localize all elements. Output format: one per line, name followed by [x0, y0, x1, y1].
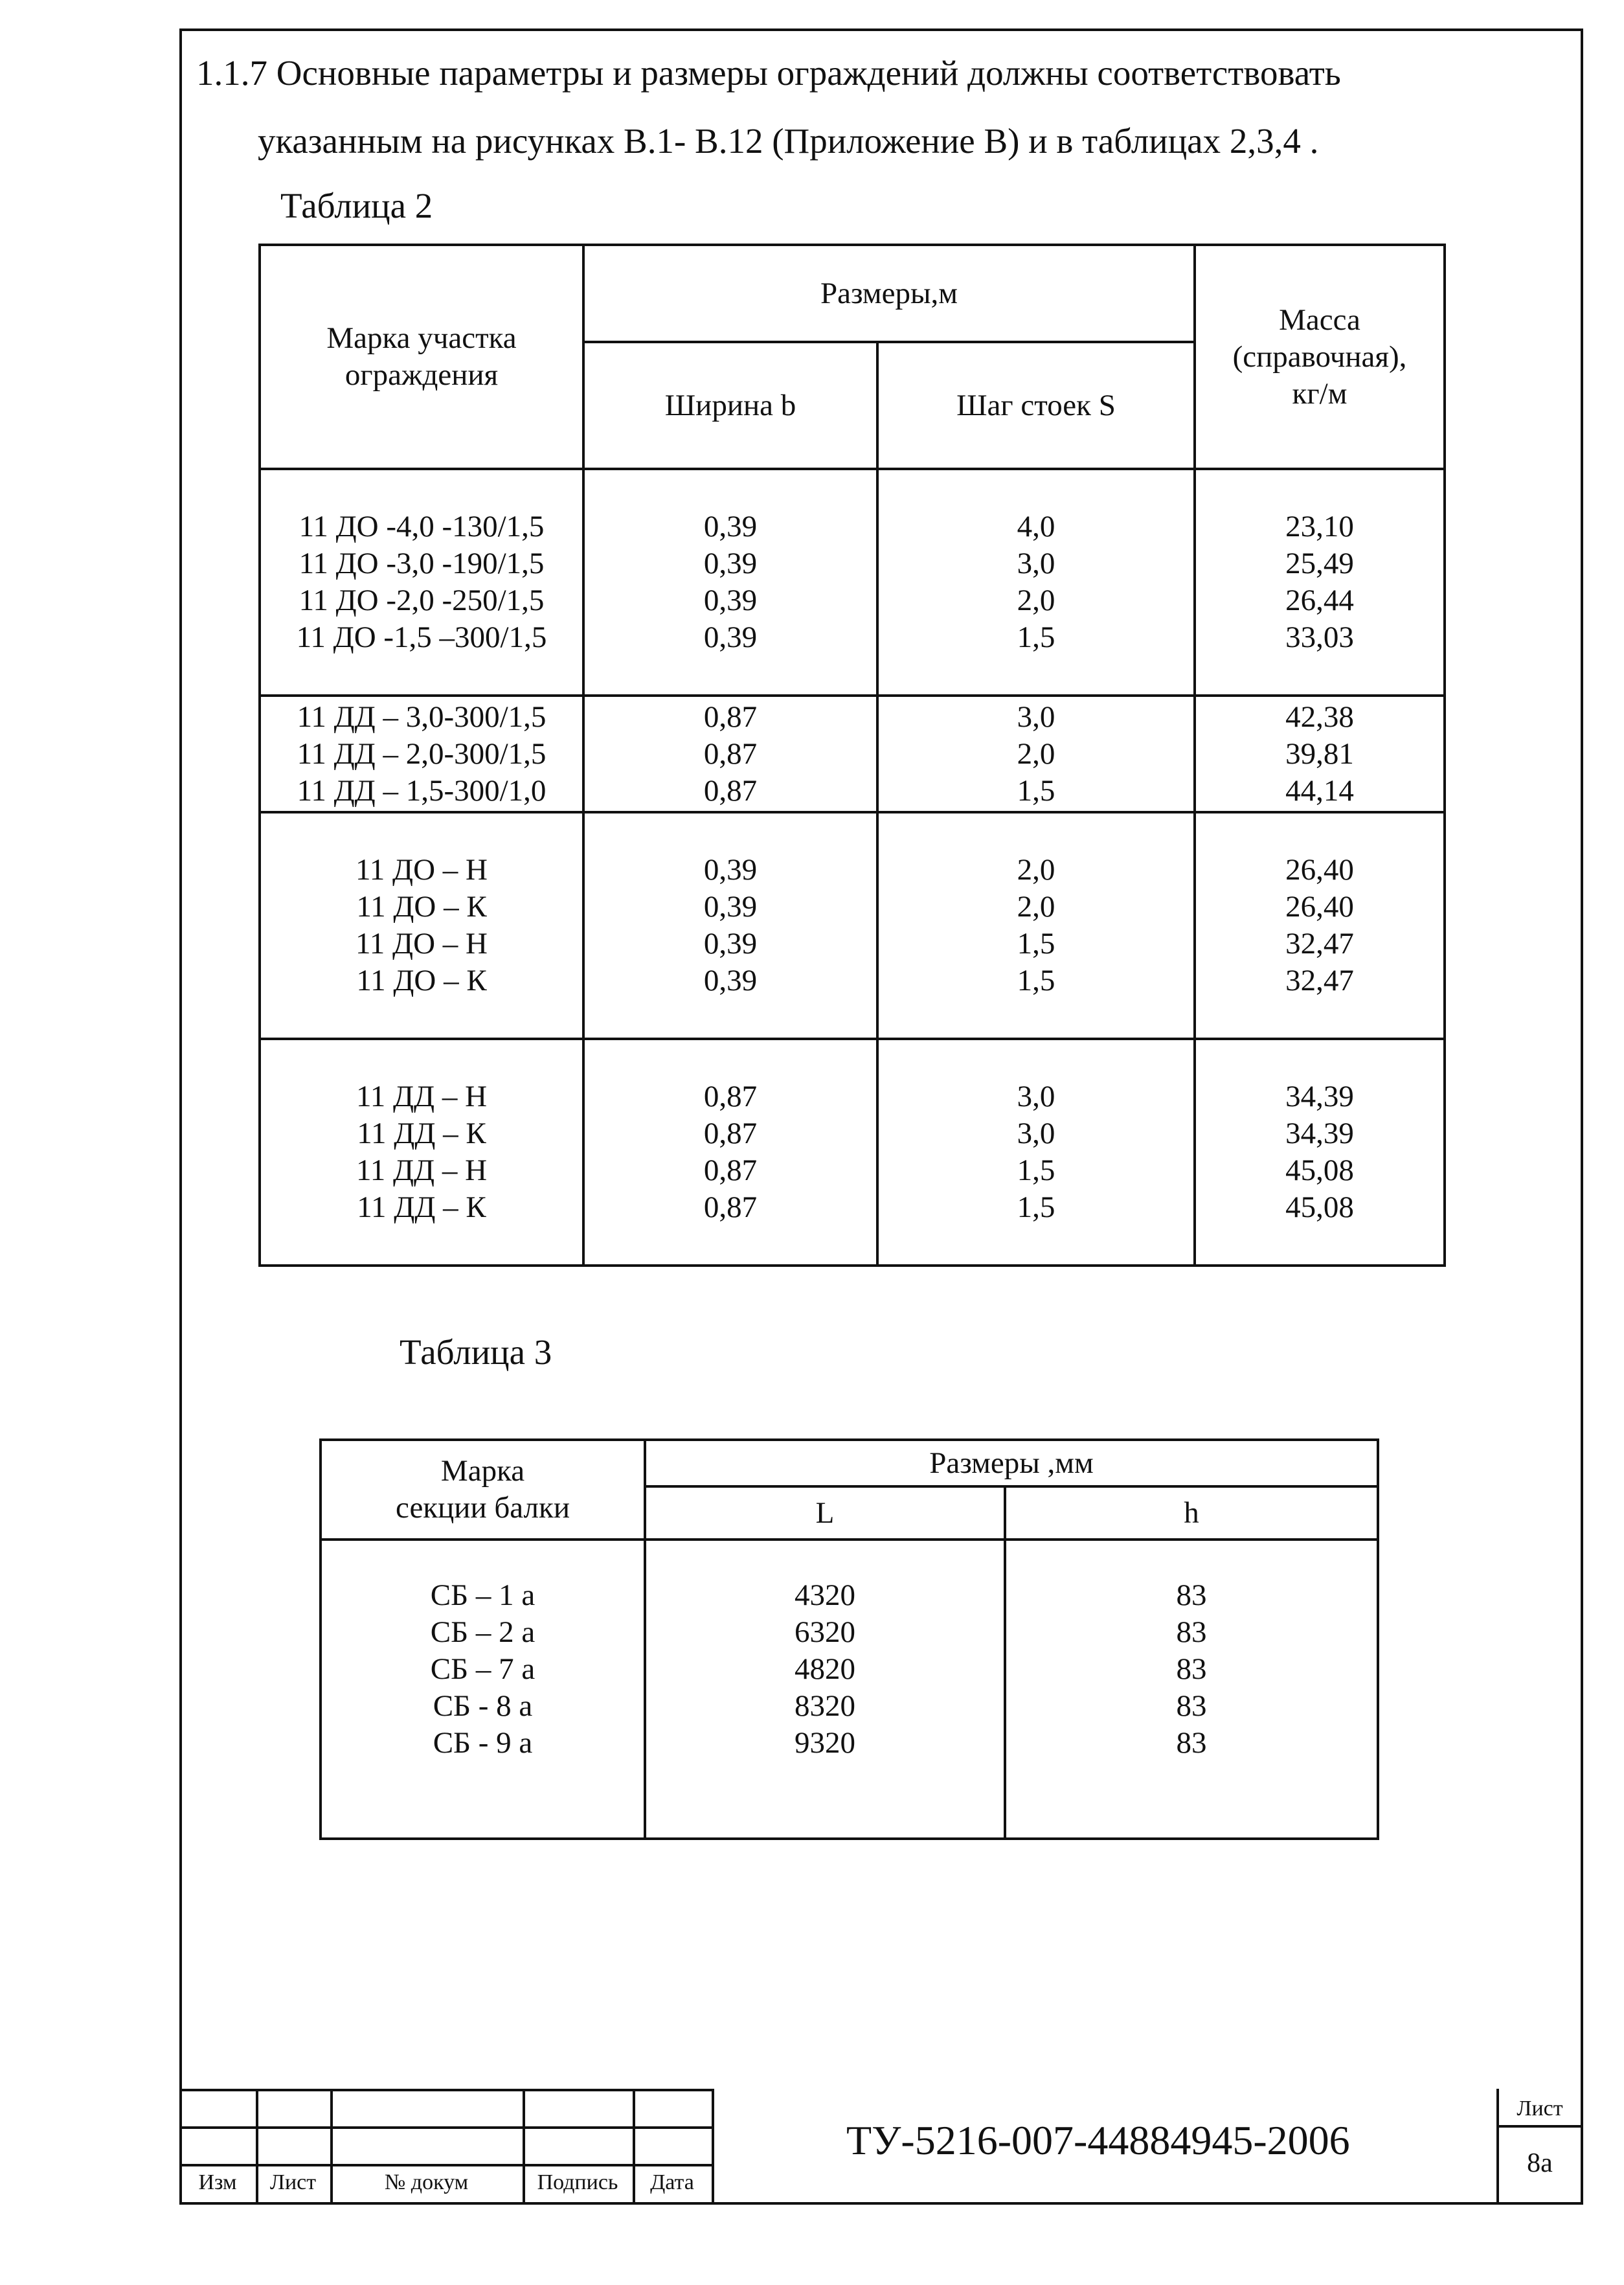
table2-cell-step — [877, 696, 1195, 812]
table3-row-group — [321, 1540, 1378, 1839]
title-block — [179, 2089, 1583, 2205]
table2-row-group — [260, 696, 1445, 812]
stamp-label-izm: Изм — [198, 2170, 237, 2194]
table2-value: 1,5 — [1017, 773, 1055, 808]
table2-value: 11 ДО – Н — [355, 927, 488, 961]
table2-value: 0,39 — [703, 547, 758, 580]
table2-value: 11 ДД – 3,0-300/1,5 — [297, 699, 547, 734]
table3-value: 83 — [1176, 1615, 1207, 1649]
table2-cell-mark — [260, 812, 583, 1039]
intro-line-1: 1.1.7 Основные параметры и размеры ограждений должны соответствовать — [196, 53, 1341, 93]
table2-cell-step — [877, 1039, 1195, 1266]
table3-value: СБ - 9 а — [433, 1726, 533, 1760]
table2-cell-step — [877, 469, 1195, 696]
table2-cell-width — [583, 696, 877, 812]
table2-value: 0,39 — [703, 927, 758, 961]
table2-value: 0,87 — [703, 1117, 758, 1150]
document-code: ТУ-5216-007-44884945-2006 — [846, 2117, 1350, 2163]
stamp-label-doc: № докум — [384, 2170, 469, 2194]
table2-value: 2,0 — [1017, 890, 1055, 924]
table2-value: 11 ДД – Н — [355, 1080, 488, 1113]
table2-value: 11 ДО -3,0 -190/1,5 — [299, 547, 545, 580]
table3-header-mark: Марка секции балки — [321, 1440, 645, 1540]
stamp-line — [1496, 2125, 1583, 2128]
table2-value: 0,39 — [703, 964, 758, 997]
table2-header-sizes: Размеры,м — [583, 245, 1195, 342]
table2-value: 44,14 — [1285, 773, 1354, 808]
table2-value: 0,87 — [703, 773, 758, 808]
table2-value: 26,40 — [1285, 890, 1354, 924]
table2-cell-mark — [260, 1039, 583, 1266]
table2-cell-width — [583, 469, 877, 696]
table2-header-width: Ширина b — [583, 342, 877, 469]
table3-value: 6320 — [795, 1615, 855, 1649]
table2-value: 34,39 — [1285, 1080, 1354, 1113]
table2-value: 39,81 — [1285, 736, 1354, 771]
table2-value: 0,87 — [703, 1154, 758, 1187]
table3-cell-L — [645, 1540, 1005, 1839]
table2-cell-mass — [1195, 812, 1445, 1039]
table2-value: 4,0 — [1017, 510, 1055, 543]
table2-value: 1,5 — [1017, 927, 1055, 961]
table3-value: 4820 — [795, 1652, 855, 1686]
table3-value: 4320 — [795, 1578, 855, 1612]
table2-value: 23,10 — [1285, 510, 1354, 543]
table2-header-step: Шаг стоек S — [877, 342, 1195, 469]
table2-value: 11 ДО – К — [356, 890, 487, 924]
table3-value: 9320 — [795, 1726, 855, 1760]
table2-value: 11 ДО – Н — [355, 853, 488, 887]
table2-cell-mass — [1195, 696, 1445, 812]
table2-value: 11 ДД – 1,5-300/1,0 — [297, 773, 547, 808]
table2-value: 11 ДО -1,5 –300/1,5 — [296, 620, 547, 654]
table2-value: 11 ДД – К — [357, 1190, 486, 1224]
table2-value: 0,87 — [703, 1190, 758, 1224]
table3-cell-mark — [321, 1540, 645, 1839]
stamp-sheet-label: Лист — [1517, 2097, 1563, 2120]
table3-caption: Таблица 3 — [400, 1332, 552, 1372]
table2-cell-mark — [260, 696, 583, 812]
stamp-line — [179, 2126, 712, 2129]
table2-value: 3,0 — [1017, 699, 1055, 734]
table2-value: 11 ДД – Н — [355, 1154, 488, 1187]
stamp-label-date: Дата — [650, 2170, 694, 2194]
table2-value: 11 ДД – 2,0-300/1,5 — [297, 736, 547, 771]
stamp-line — [179, 2089, 712, 2091]
stamp-line — [179, 2164, 712, 2166]
table2-cell-mass — [1195, 1039, 1445, 1266]
table2-value: 2,0 — [1017, 736, 1055, 771]
table2-value: 34,39 — [1285, 1117, 1354, 1150]
table2-value: 11 ДО – К — [356, 964, 487, 997]
intro-line-2: указанным на рисунках В.1- В.12 (Приложение В) и в таблицах 2,3,4 . — [258, 121, 1319, 161]
table2-row-group — [260, 1039, 1445, 1266]
table2-value: 2,0 — [1017, 584, 1055, 617]
table2-value: 0,87 — [703, 1080, 758, 1113]
table2-header-mark: Марка участка ограждения — [260, 245, 583, 469]
table2-value: 0,87 — [703, 736, 758, 771]
table3-value: 83 — [1176, 1652, 1207, 1686]
table2-caption: Таблица 2 — [280, 186, 433, 225]
table2-value: 0,39 — [703, 584, 758, 617]
table3-header-L: L — [645, 1486, 1005, 1540]
table2-value: 1,5 — [1017, 620, 1055, 654]
stamp-label-list: Лист — [269, 2170, 317, 2194]
table2-row-group — [260, 469, 1445, 696]
table2-value: 0,39 — [703, 510, 758, 543]
table3-value: 8320 — [795, 1689, 855, 1723]
table2-header-mass: Масса (справочная), кг/м — [1195, 245, 1445, 469]
table3-value: СБ – 7 а — [430, 1652, 536, 1686]
table2-value: 0,87 — [703, 699, 758, 734]
table2-value: 11 ДО -2,0 -250/1,5 — [299, 584, 545, 617]
table2-value: 32,47 — [1285, 927, 1354, 961]
table3-value: СБ - 8 а — [433, 1689, 533, 1723]
table-2 — [258, 244, 1446, 1267]
table2-value: 26,40 — [1285, 853, 1354, 887]
table-3 — [319, 1438, 1379, 1840]
table2-value: 42,38 — [1285, 699, 1354, 734]
table2-value: 1,5 — [1017, 1154, 1055, 1187]
table2-value: 45,08 — [1285, 1190, 1354, 1224]
table2-cell-mark — [260, 469, 583, 696]
table3-value: СБ – 1 а — [430, 1578, 536, 1612]
table2-cell-width — [583, 1039, 877, 1266]
table2-cell-mass — [1195, 469, 1445, 696]
table3-value: СБ – 2 а — [430, 1615, 536, 1649]
sheet-number: 8а — [1527, 2148, 1553, 2178]
table2-value: 2,0 — [1017, 853, 1055, 887]
table2-value: 3,0 — [1017, 547, 1055, 580]
table3-cell-h — [1005, 1540, 1378, 1839]
table3-value: 83 — [1176, 1689, 1207, 1723]
table2-value: 45,08 — [1285, 1154, 1354, 1187]
table2-value: 0,39 — [703, 853, 758, 887]
table3-header-h: h — [1005, 1486, 1378, 1540]
table2-value: 3,0 — [1017, 1080, 1055, 1113]
table3-header-sizes: Размеры ,мм — [645, 1440, 1378, 1486]
table3-value: 83 — [1176, 1726, 1207, 1760]
table2-value: 26,44 — [1285, 584, 1354, 617]
table2-value: 11 ДО -4,0 -130/1,5 — [299, 510, 545, 543]
table2-value: 0,39 — [703, 890, 758, 924]
table2-value: 1,5 — [1017, 1190, 1055, 1224]
table2-value: 3,0 — [1017, 1117, 1055, 1150]
table2-cell-step — [877, 812, 1195, 1039]
stamp-label-sign: Подпись — [537, 2170, 618, 2194]
table2-value: 25,49 — [1285, 547, 1354, 580]
table2-value: 1,5 — [1017, 964, 1055, 997]
table2-row-group — [260, 812, 1445, 1039]
stamp-line — [712, 2089, 714, 2205]
table2-value: 32,47 — [1285, 964, 1354, 997]
table3-value: 83 — [1176, 1578, 1207, 1612]
table2-cell-width — [583, 812, 877, 1039]
table2-value: 33,03 — [1285, 620, 1354, 654]
table2-value: 0,39 — [703, 620, 758, 654]
table2-value: 11 ДД – К — [357, 1117, 486, 1150]
